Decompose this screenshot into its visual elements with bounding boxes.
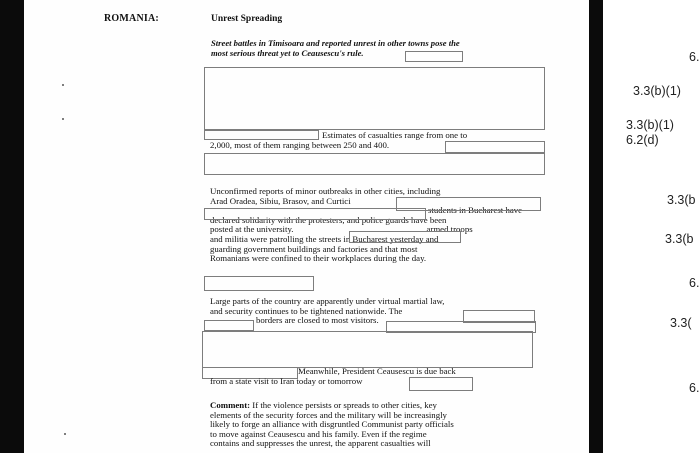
redacted-block (204, 208, 426, 220)
scan-speck (62, 118, 64, 120)
paragraph-casualties (210, 131, 467, 150)
text-fragment: posted at the university. (210, 224, 294, 235)
text-line: Arad Oradea, Sibiu, Brasov, and Curtici (210, 195, 351, 206)
paragraph-comment (210, 401, 454, 449)
text-line: students in Bucharest have (428, 205, 523, 216)
text-line: from a state visit to Iran today or tomorrow (210, 375, 363, 386)
text-line: guarding government buildings and factories and that most (210, 243, 418, 254)
redacted-block (204, 276, 314, 291)
comment-label: Comment: (210, 400, 251, 410)
right-scan-border (589, 0, 603, 453)
redacted-block (409, 377, 473, 391)
text-line: 2,000, most of them ranging between 250 and 400. (210, 139, 390, 150)
text-line: and militia were patrolling the streets in Bucharest yesterday and (210, 233, 439, 244)
exemption-code: 3.3(b)(1) (626, 118, 674, 132)
exemption-code: 6. (689, 381, 700, 395)
text-line: Meanwhile, President Ceausescu is due back (298, 366, 456, 376)
left-scan-border (0, 0, 24, 453)
redacted-block (405, 51, 463, 62)
redacted-block (204, 320, 254, 331)
text-line: contains and suppresses the unrest, the apparent casualties will (210, 438, 431, 449)
text-fragment: armed troops (426, 224, 473, 235)
text-line: Estimates of casualties range from one to (322, 130, 468, 140)
text-fragment: If the violence persists or spreads to other cities, key (250, 400, 437, 410)
lead-line: Street battles in Timisoara and reported unrest in other towns pose the (211, 38, 460, 48)
redacted-block (204, 67, 545, 130)
exemption-code: 6. (689, 50, 700, 64)
text-line: borders are closed to most visitors. (256, 315, 379, 326)
text-line: likely to forge an alliance with disgruntled Communist party officials (210, 419, 454, 430)
text-line: Large parts of the country are apparently under virtual martial law, (210, 296, 445, 306)
text-line: to move against Ceausescu and his family. Even if the regime (210, 428, 427, 439)
text-line: declared solidarity with the protesters, and police guards have been (210, 214, 447, 225)
exemption-code: 6.2(d) (626, 133, 659, 147)
lead-line: most serious threat yet to Ceausescu's rule. (211, 48, 364, 58)
scan-speck (62, 84, 64, 86)
exemption-code: 3.3(b (665, 232, 694, 246)
declassified-document-page (24, 0, 589, 453)
article-lead (211, 38, 541, 58)
text-line: elements of the security forces and the military will be increasingly (210, 409, 447, 420)
exemption-code: 3.3( (670, 316, 692, 330)
exemption-code: 3.3(b)(1) (633, 84, 681, 98)
redacted-block (204, 153, 545, 175)
redacted-block (349, 231, 461, 243)
exemption-code: 6. (689, 276, 700, 290)
exemption-code: 3.3(b (667, 193, 696, 207)
text-line: Unconfirmed reports of minor outbreaks in other cities, including (210, 186, 441, 196)
text-line: Romanians were confined to their workplaces during the day. (210, 253, 427, 264)
redacted-block (202, 331, 533, 368)
text-line: and security continues to be tightened nationwide. The (210, 305, 403, 316)
article-heading: Unrest Spreading (211, 14, 283, 24)
scan-speck (64, 433, 66, 435)
country-label: ROMANIA: (104, 13, 159, 24)
redacted-block (445, 141, 545, 153)
